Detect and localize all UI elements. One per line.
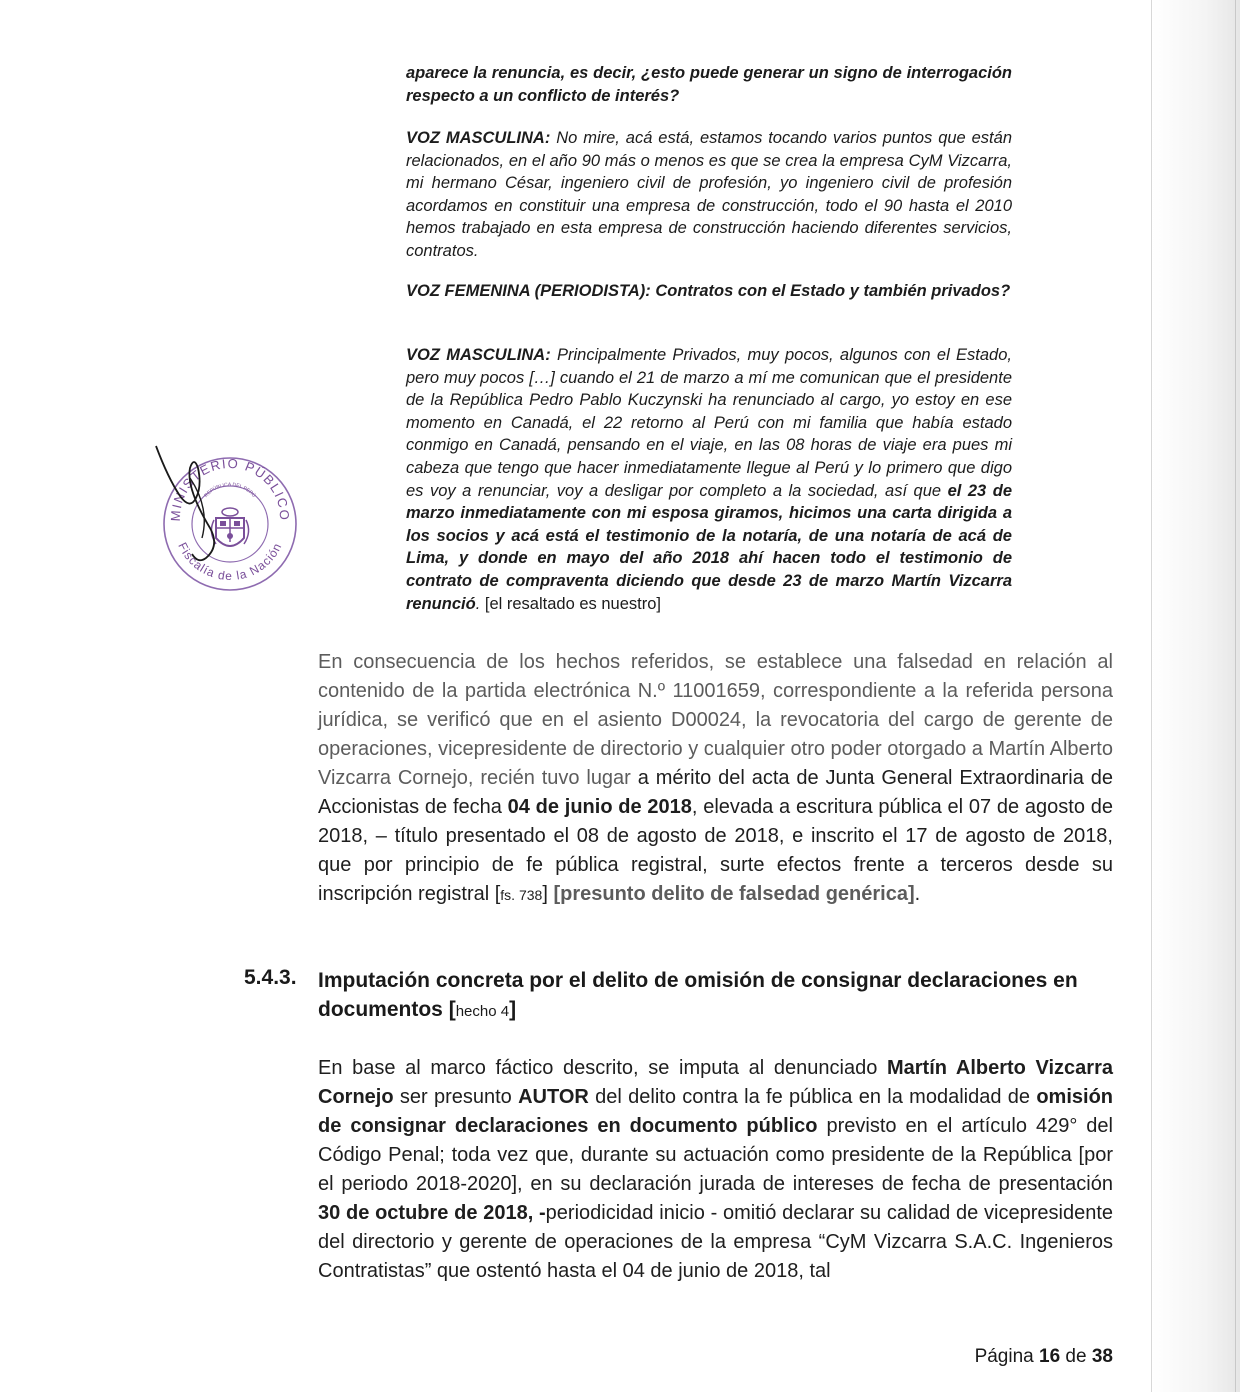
- coat-of-arms-icon: [211, 508, 248, 546]
- quote-question-2: VOZ FEMENINA (PERIODISTA): Contratos con el Estado y también privados?: [406, 282, 1011, 300]
- seal-bottom-text: Fiscalía de la Nación: [175, 540, 285, 584]
- speaker-label: VOZ MASCULINA:: [406, 346, 551, 364]
- section-title: Imputación concreta por el delito de omisión de consignar declaraciones en documentos [hecho 4]: [318, 969, 1078, 1021]
- quote-answer-2: VOZ MASCULINA: Principalmente Privados, muy pocos, algunos con el Estado, pero muy pocos […] cuando el 21 de marzo a mí me comunican que el presidente de la República Pedro Pablo Kuczynski ha renunciado al cargo, yo estoy en ese momento en Canadá, el 22 retorno al Perú con mi familia que había estado conmigo en Canadá, pensando en el viaje, en las 08 horas de viaje era pues mi cabeza que tengo que hacer inmediatamente llegue al Perú y lo primero que digo es voy a renunciar, voy a desligar por completo a la sociedad, así que el 23 de marzo inmediatamente con mi esposa giramos, hicimos una carta dirigida a los socios y acá está el testimonio de la notaría, de una notaría de acá de Lima, y donde en mayo del año 2018 ahí hacen todo el testimonio de contrato de compraventa diciendo que desde 23 de marzo Martín Vizcarra renunció. [el resaltado es nuestro]: [406, 346, 1012, 613]
- seal-inner-text: REPÚBLICA DEL PERÚ: [203, 481, 257, 499]
- paragraph-falsedad: En consecuencia de los hechos referidos, se establece una falsedad en relación al contenido de la partida electrónica N.º 11001659, correspondiente a la referida persona jurídica, se verificó que en el asiento D00024, la revocatoria del cargo de gerente de operaciones, vicepresidente de directorio y cualquier otro poder otorgado a Martín Alberto Vizcarra Cornejo, recién tuvo lugar a mérito del acta de Junta General Extraordinaria de Accionistas de fecha 04 de junio de 2018, elevada a escritura pública el 07 de agosto de 2018, – título presentado el 08 de agosto de 2018, e inscrito el 17 de agosto de 2018, que por principio de fe pública registral, surte efectos frente a terceros desde su inscripción registral [fs. 738] [presunto delito de falsedad genérica].: [318, 651, 1113, 905]
- quote-answer-1: VOZ MASCULINA: No mire, acá está, estamos tocando varios puntos que están relacionados, en el año 90 más o menos es que se crea la empresa CyM Vizcarra, mi hermano César, ingeniero civil de profesión, yo ingeniero civil de profesión acordamos en constituir una empresa de construcción, todo el 90 hasta el 2010 hemos trabajado en esta empresa de construcción haciendo diferentes servicios, contratos.: [406, 129, 1012, 260]
- section-number: 5.4.3.: [244, 966, 297, 989]
- ministerio-publico-seal: [150, 438, 310, 598]
- quote-question: aparece la renuncia, es decir, ¿esto puede generar un signo de interrogación respecto a un conflicto de interés?: [406, 64, 1012, 105]
- page-number: Página 16 de 38: [974, 1346, 1113, 1367]
- seal-top-text: MINISTERIO PÚBLICO: [167, 455, 293, 522]
- paragraph-imputacion: En base al marco fáctico descrito, se imputa al denunciado Martín Alberto Vizcarra Cornejo ser presunto AUTOR del delito contra la fe pública en la modalidad de omisión de consignar declaraciones en documento público previsto en el artículo 429° del Código Penal; toda vez que, durante su actuación como presidente de la República [por el periodo 2018-2020], en su declaración jurada de intereses de fecha de presentación 30 de octubre de 2018, -periodicidad inicio - omitió declarar su calidad de vicepresidente del directorio y gerente de operaciones de la empresa “CyM Vizcarra S.A.C. Ingenieros Contratistas” que ostentó hasta el 04 de junio de 2018, tal: [318, 1057, 1113, 1282]
- speaker-label: VOZ MASCULINA:: [406, 129, 551, 147]
- page-edge: [1151, 0, 1240, 1392]
- speaker-label: VOZ FEMENINA (PERIODISTA):: [406, 282, 651, 300]
